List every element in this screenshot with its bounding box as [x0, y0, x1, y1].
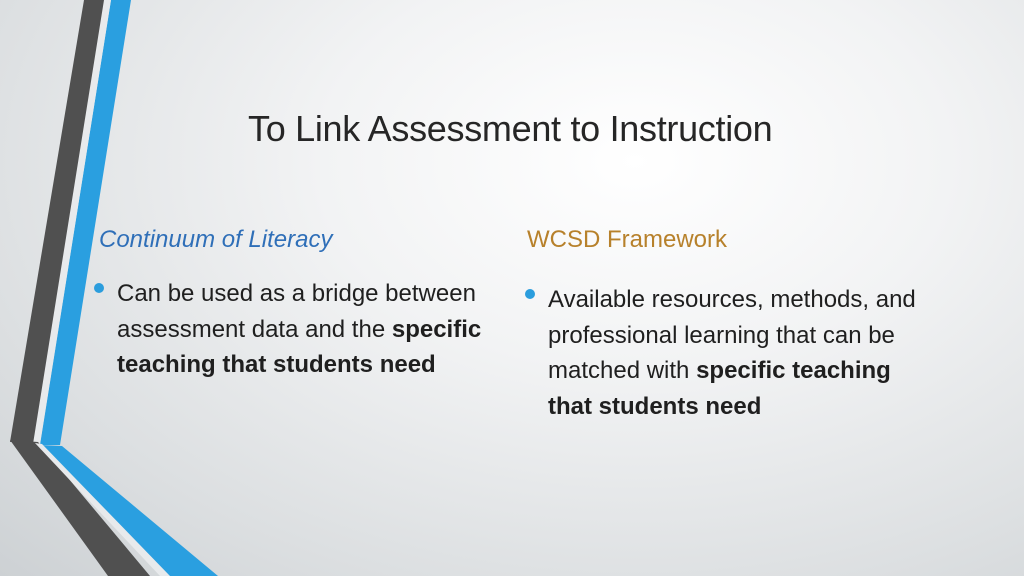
slide-title: To Link Assessment to Instruction	[248, 108, 773, 149]
right-bullet-text: Available resources, methods, and professional learning that can be matched with	[548, 286, 916, 384]
light-stripe	[33, 0, 111, 444]
bullet-icon	[94, 283, 104, 293]
right-bullet-bold-text: specific teaching that students need	[548, 357, 891, 420]
left-bullet-bold-text: specific teaching that students need	[117, 315, 482, 378]
left-bullet-item	[117, 276, 507, 383]
left-bullet-text: Can be used as a bridge between assessment data and the	[117, 280, 476, 343]
right-bullet-item	[548, 282, 938, 424]
bullet-icon	[525, 289, 535, 299]
continuum-of-literacy-heading: Continuum of Literacy	[99, 226, 333, 253]
wcsd-framework-heading: WCSD Framework	[527, 226, 728, 253]
